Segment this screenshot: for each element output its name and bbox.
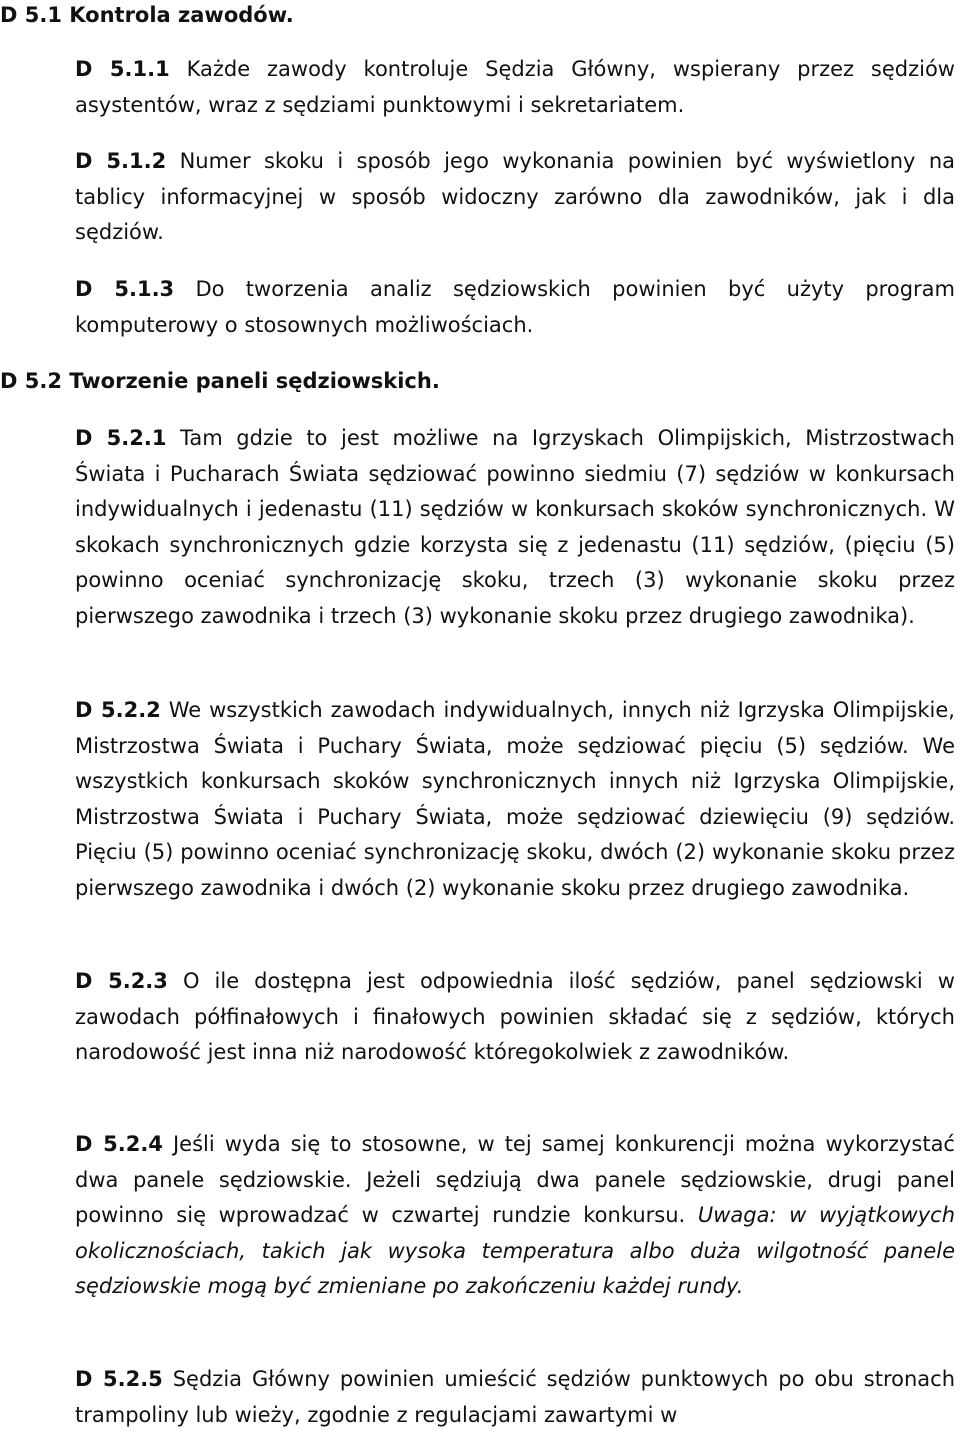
paragraph-5-1-2 bbox=[75, 144, 955, 251]
paragraph-number: D 5.1.1 bbox=[75, 57, 170, 81]
paragraph-number: D 5.2.5 bbox=[75, 1367, 163, 1391]
paragraph-text: We wszystkich zawodach indywidualnych, innych niż Igrzyska Olimpijskie, Mistrzostwa Świata i Puchary Świata, może sędziować pięciu (5) sędziów. We wszystkich konkursach skoków synchronicznych innych niż Igrzyska Olimpijskie, Mistrzostwa Świata i Puchary Świata, może sędziować dziewięciu (9) sędziów. Pięciu (5) powinno oceniać synchronizację skoku, dwóch (2) wykonanie skoku przez pierwszego zawodnika i dwóch (2) wykonanie skoku przez drugiego zawodnika. bbox=[75, 698, 955, 900]
paragraph-5-2-5 bbox=[75, 1362, 955, 1433]
paragraph-text: Tam gdzie to jest możliwe na Igrzyskach Olimpijskich, Mistrzostwach Świata i Pucharach Świata sędziować powinno siedmiu (7) sędziów w konkursach indywidualnych i jedenastu (11) sędziów w konkursach skoków synchronicznych. W skokach synchronicznych gdzie korzysta się z jedenastu (11) sędziów, (pięciu (5) powinno oceniać synchronizację skoku, trzech (3) wykonanie skoku przez pierwszego zawodnika i trzech (3) wykonanie skoku przez drugiego zawodnika). bbox=[75, 426, 955, 628]
paragraph-text: O ile dostępna jest odpowiednia ilość sędziów, panel sędziowski w zawodach półfinałowych i finałowych powinien składać się z sędziów, których narodowość jest inna niż narodowość któregokolwiek z zawodników. bbox=[75, 969, 955, 1064]
paragraph-text: Sędzia Główny powinien umieścić sędziów punktowych po obu stronach trampoliny lub wieży, zgodnie z regulacjami zawartymi w bbox=[75, 1367, 955, 1427]
paragraph-number: D 5.2.3 bbox=[75, 969, 168, 993]
paragraph-5-2-2 bbox=[75, 693, 955, 906]
paragraph-text: Do tworzenia analiz sędziowskich powinien być użyty program komputerowy o stosownych możliwościach. bbox=[75, 277, 955, 337]
paragraph-note: Uwaga: w wyjątkowych okolicznościach, takich jak wysoka temperatura albo duża wilgotność panele sędziowskie mogą być zmieniane po zakończeniu każdej rundy. bbox=[75, 1203, 955, 1298]
paragraph-5-2-4 bbox=[75, 1127, 955, 1305]
paragraph-number: D 5.2.1 bbox=[75, 426, 167, 450]
section-heading-5-1: D 5.1 Kontrola zawodów. bbox=[0, 3, 294, 27]
paragraph-5-2-1 bbox=[75, 421, 955, 634]
paragraph-5-2-3 bbox=[75, 964, 955, 1071]
paragraph-text: Numer skoku i sposób jego wykonania powinien być wyświetlony na tablicy informacyjnej w sposób widoczny zarówno dla zawodników, jak i dla sędziów. bbox=[75, 149, 955, 244]
paragraph-number: D 5.1.3 bbox=[75, 277, 175, 301]
paragraph-5-1-1 bbox=[75, 52, 955, 123]
paragraph-text: Każde zawody kontroluje Sędzia Główny, wspierany przez sędziów asystentów, wraz z sędziami punktowymi i sekretariatem. bbox=[75, 57, 955, 117]
paragraph-number: D 5.1.2 bbox=[75, 149, 167, 173]
section-heading-5-2: D 5.2 Tworzenie paneli sędziowskich. bbox=[0, 369, 440, 393]
paragraph-5-1-3 bbox=[75, 272, 955, 343]
paragraph-number: D 5.2.4 bbox=[75, 1132, 163, 1156]
paragraph-number: D 5.2.2 bbox=[75, 698, 161, 722]
paragraph-text: Jeśli wyda się to stosowne, w tej samej konkurencji można wykorzystać dwa panele sędziowskie. Jeżeli sędziują dwa panele sędziowskie, drugi panel powinno się wprowadzać w czwartej rundzie konkursu. bbox=[75, 1132, 955, 1227]
